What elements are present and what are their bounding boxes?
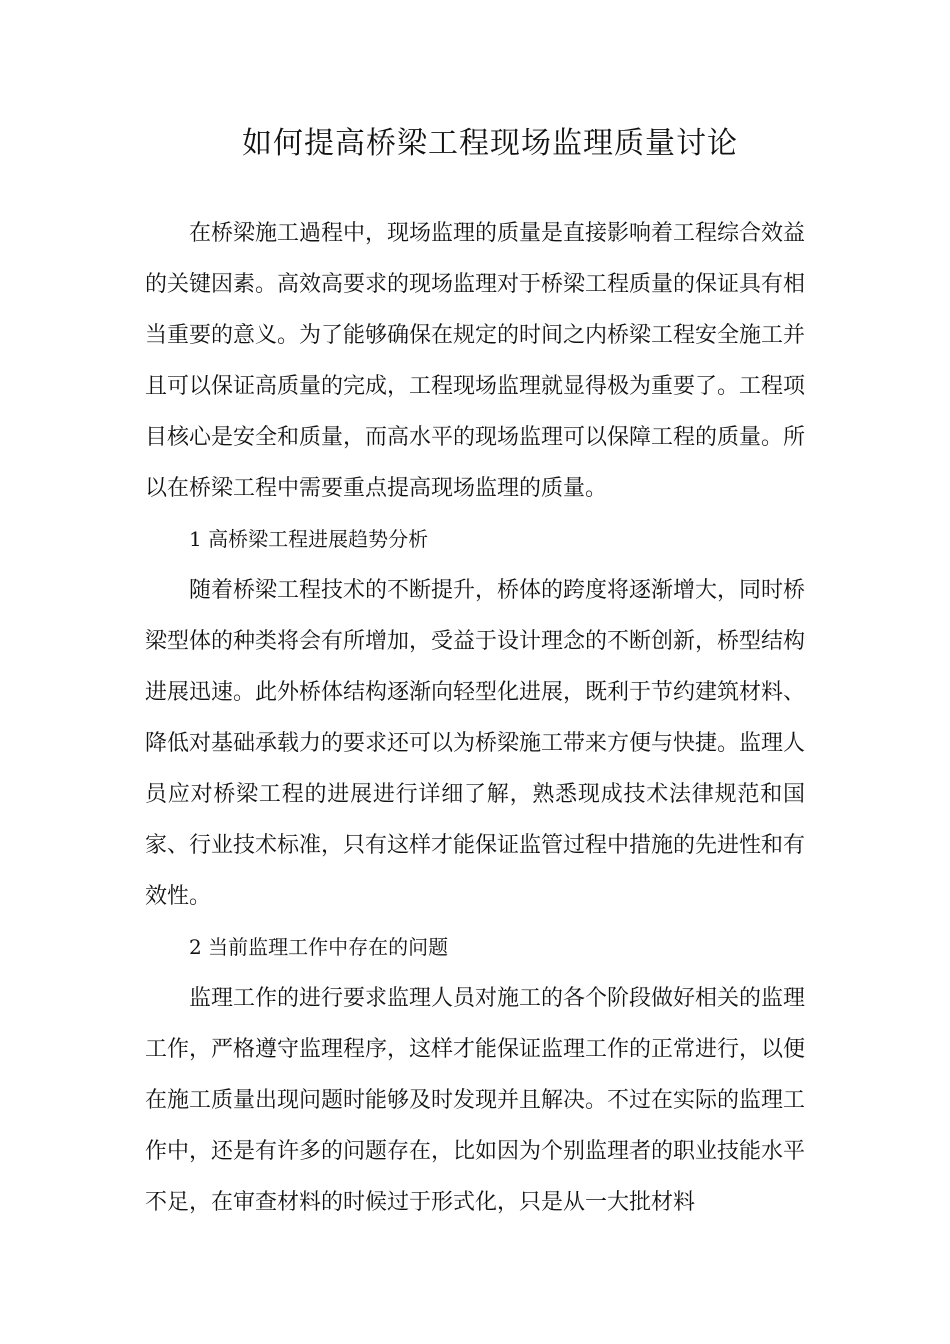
- document-title: 如何提高桥梁工程现场监理质量讨论: [242, 126, 738, 161]
- section-1-paragraph: 随着桥梁工程技术的不断提升，桥体的跨度将逐渐增大，同时桥梁型体的种类将会有所增加，受益于设计理念的不断创新，桥型结构进展迅速。此外桥体结构逐渐向轻型化进展，既利于节约建筑材料、降低对基础承载力的要求还可以为桥梁施工带来方便与快捷。监理人员应对桥梁工程的进展进行详细了解，熟悉现成技术法律规范和国家、行业技术标准，只有这样才能保证监管过程中措施的先进性和有效性。: [145, 578, 806, 909]
- section-2-paragraph: 监理工作的进行要求监理人员对施工的各个阶段做好相关的监理工作，严格遵守监理程序，这样才能保证监理工作的正常进行，以便在施工质量出现问题时能够及时发现并且解决。不过在实际的监理工作中，还是有许多的问题存在，比如因为个别监理者的职业技能水平不足，在审查材料的时候过于形式化，只是从一大批材料: [145, 986, 806, 1215]
- section-1-heading: 1 高桥梁工程进展趋势分析: [189, 527, 429, 551]
- section-2-heading: 2 当前监理工作中存在的问题: [189, 935, 449, 959]
- document-page: [145, 120, 805, 1228]
- intro-paragraph: 在桥梁施工過程中，现场监理的质量是直接影响着工程综合效益的关键因素。高效高要求的现场监理对于桥梁工程质量的保证具有相当重要的意义。为了能够确保在规定的时间之内桥梁工程安全施工并且可以保证高质量的完成，工程现场监理就显得极为重要了。工程项目核心是安全和质量，而高水平的现场监理可以保障工程的质量。所以在桥梁工程中需要重点提高现场监理的质量。: [145, 221, 806, 501]
